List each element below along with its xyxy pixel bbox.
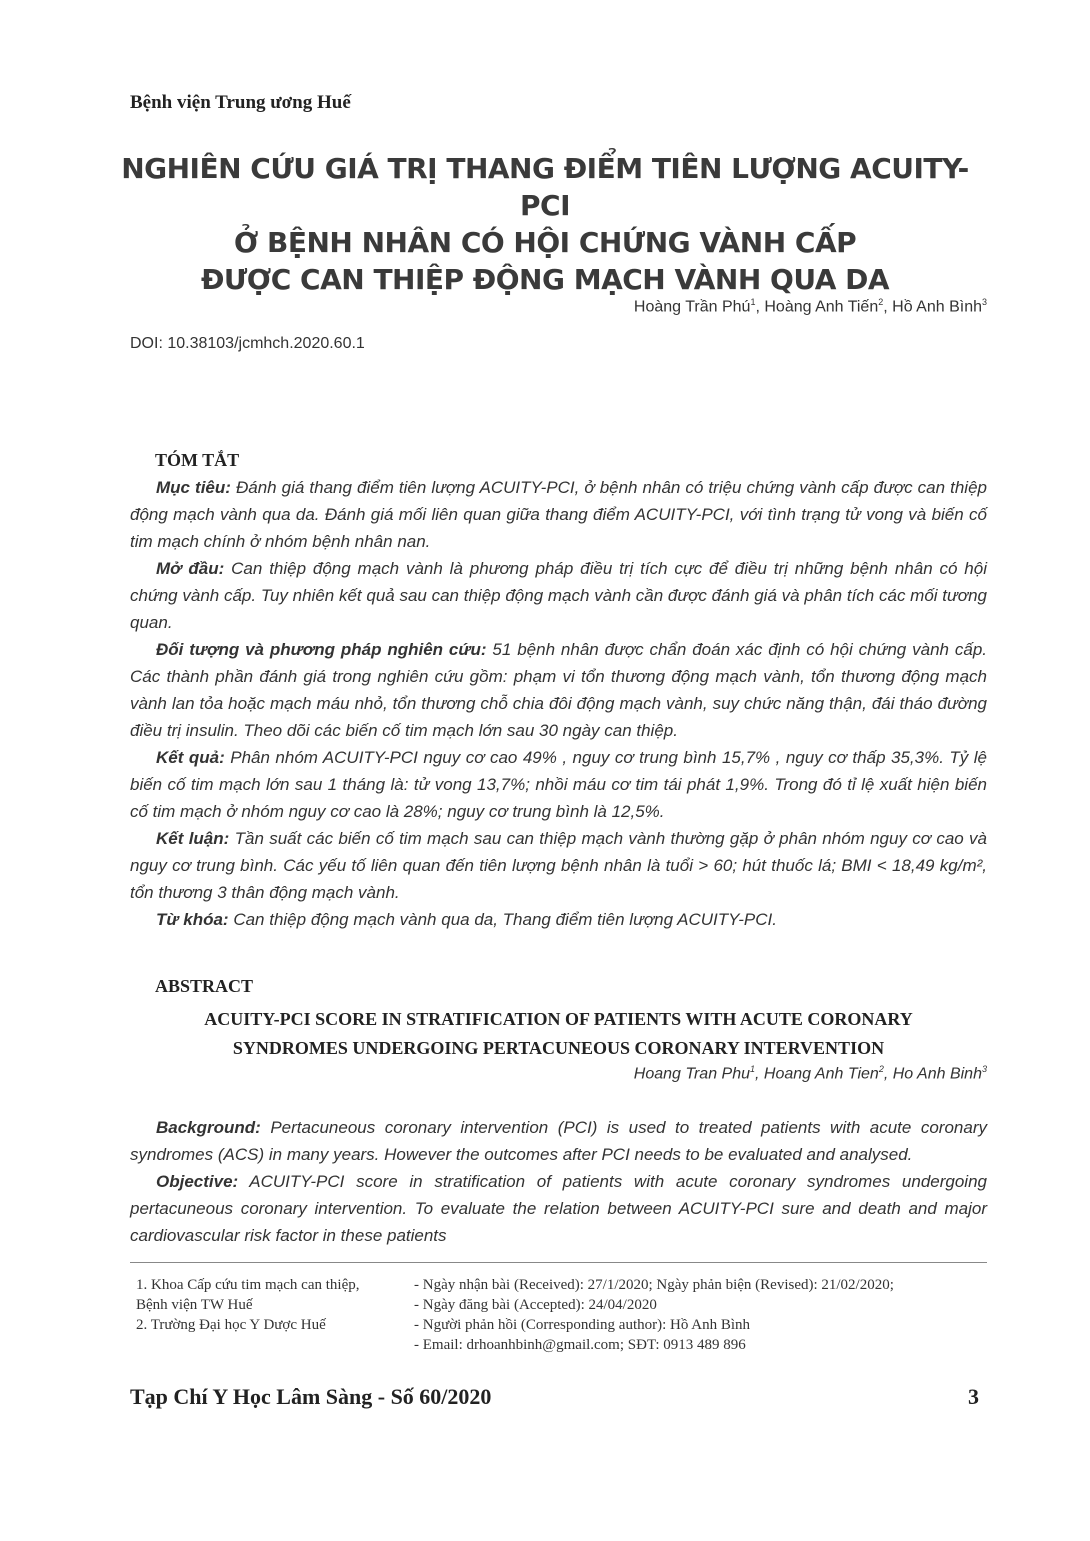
summary-paragraph — [130, 825, 987, 906]
paragraph-text: Can thiệp động mạch vành là phương pháp điều trị tích cực để điều trị những bệnh nhân có hội chứng vành cấp. Tuy nhiên kết quả sau can thiệp động mạch vành cần được đánh giá và phân tích các mối tương quan. — [130, 559, 987, 632]
author: Hoàng Trần Phú — [633, 298, 751, 316]
summary-body — [130, 474, 987, 933]
abstract-paragraph — [130, 1114, 987, 1168]
title-line: NGHIÊN CỨU GIÁ TRỊ THANG ĐIỂM TIÊN LƯỢNG ACUITY-PCI — [121, 152, 969, 222]
paragraph-label: Kết luận: — [156, 829, 230, 848]
paragraph-text: Đánh giá thang điểm tiên lượng ACUITY-PCI, ở bệnh nhân có triệu chứng vành cấp được can thiệp động mạch vành qua da. Đánh giá mối liên quan giữa thang điểm ACUITY-PCI, với tình trạng tử vong và biến cố tim mạch chính ở nhóm bệnh nhân nan. — [130, 478, 987, 551]
article-title — [100, 150, 990, 298]
paragraph-label: Mở đầu: — [156, 559, 225, 578]
article-dates — [414, 1275, 894, 1355]
paragraph-text: 51 bệnh nhân được chẩn đoán xác định có hội chứng vành cấp. Các thành phần đánh giá trong nghiên cứu gồm: phạm vi tổn thương động mạch vành, tổn thương động mạch vành lan tỏa hoặc mạch máu nhỏ, tổn thương chỗ chia đôi động mạch vành, suy chức năng thận, đái tháo đường điều trị insulin. Theo dõi các biến cố tim mạch lớn sau 30 ngày can thiệp. — [130, 640, 988, 740]
author: Hồ Anh Bình — [892, 298, 982, 316]
paragraph-label: Từ khóa: — [156, 910, 229, 929]
footnote-line: - Email: drhoanhbinh@gmail.com; SĐT: 0913 489 896 — [414, 1337, 746, 1353]
page-number: 3 — [968, 1384, 979, 1409]
abstract-body — [130, 1114, 987, 1249]
footnote-line: - Ngày nhận bài (Received): 27/1/2020; Ngày phản biện (Revised): 21/02/2020; — [414, 1277, 894, 1293]
paragraph-text: Pertacuneous coronary intervention (PCI) is used to treated patients with acute coronary syndromes (ACS) in many years. However the outcomes after PCI needs to be evaluated and analysed. — [130, 1118, 987, 1164]
abstract-paragraph — [130, 1168, 987, 1249]
author: Hoang Tran Phu — [633, 1065, 751, 1083]
footnote-line: - Ngày đăng bài (Accepted): 24/04/2020 — [414, 1297, 657, 1313]
paragraph-text: Phân nhóm ACUITY-PCI nguy cơ cao 49% , nguy cơ trung bình 15,7% , nguy cơ thấp 35,3%. Tỷ lệ biến cố tim mạch lớn sau 1 tháng là: tử vong 13,7%; nhồi máu cơ tim tái phát 1,9%. Trong đó tỉ lệ xuất hiện biến cố tim mạch ở nhóm nguy cơ cao là 28%; nguy cơ trung bình là 12,5%. — [130, 748, 988, 821]
footnote-line: 2. Trường Đại học Y Dược Huế — [136, 1317, 326, 1333]
paragraph-label: Mục tiêu: — [156, 478, 231, 497]
title-line: ACUITY-PCI SCORE IN STRATIFICATION OF PATIENTS WITH ACUTE CORONARY — [204, 1009, 913, 1029]
affiliation-mark: 1 — [750, 297, 756, 307]
affiliation-mark: 3 — [981, 297, 987, 307]
abstract-authors: Hoang Tran Phu$^1$, Hoang Anh Tien$^2$, Ho Anh Binh$^3$ — [633, 1064, 987, 1083]
paragraph-text: Tần suất các biến cố tim mạch sau can thiệp mạch vành thường gặp ở phân nhóm nguy cơ cao và nguy cơ trung bình. Các yếu tố liên quan đến tiên lượng bệnh nhân là tuổi > 60; hút thuốc lá; BMI < 18,49 kg/m², tổn thương 3 thân động mạch vành. — [130, 829, 987, 902]
affiliations — [136, 1275, 359, 1335]
affiliation-mark: 2 — [878, 1064, 884, 1074]
affiliation-mark: 2 — [878, 297, 884, 307]
affiliation-mark: 1 — [750, 1064, 756, 1074]
doi[interactable]: DOI: 10.38103/jcmhch.2020.60.1 — [130, 335, 365, 352]
paragraph-label: Background: — [156, 1118, 261, 1137]
paragraph-text: ACUITY-PCI score in stratification of patients with acute coronary syndromes undergoing pertacuneous coronary intervention. To evaluate the relation between ACUITY-PCI sure and death and major cardiovascular risk factor in these patients — [130, 1172, 987, 1245]
title-line: SYNDROMES UNDERGOING PERTACUNEOUS CORONARY INTERVENTION — [232, 1038, 885, 1058]
author: Hoàng Anh Tiến — [764, 298, 879, 316]
footnote-line: Bệnh viện TW Huế — [136, 1297, 253, 1313]
paragraph-label: Objective: — [156, 1172, 239, 1191]
paragraph-label: Kết quả: — [156, 748, 225, 767]
abstract-title — [130, 1005, 987, 1063]
footnote-line: 1. Khoa Cấp cứu tim mạch can thiệp, — [136, 1277, 360, 1293]
affiliation-mark: 3 — [981, 1064, 987, 1074]
title-line: Ở BỆNH NHÂN CÓ HỘI CHỨNG VÀNH CẤP — [233, 226, 857, 259]
summary-paragraph — [130, 555, 987, 636]
journal-footer: Tạp Chí Y Học Lâm Sàng - Số 60/2020 — [130, 1384, 492, 1409]
author: Ho Anh Binh — [892, 1065, 982, 1083]
abstract-heading: ABSTRACT — [155, 976, 254, 996]
summary-paragraph — [130, 636, 987, 744]
summary-paragraph — [130, 474, 987, 555]
footnote-line: - Người phản hồi (Corresponding author): Hồ Anh Bình — [414, 1317, 751, 1333]
author-list: Hoàng Trần Phú$^1$, Hoàng Anh Tiến$^2$, Hồ Anh Bình$^3$ — [633, 297, 987, 316]
title-line: ĐƯỢC CAN THIỆP ĐỘNG MẠCH VÀNH QUA DA — [200, 263, 890, 296]
footnote-divider — [130, 1262, 987, 1263]
running-header: Bệnh viện Trung ương Huế — [130, 92, 351, 113]
paragraph-text: Can thiệp động mạch vành qua da, Thang điểm tiên lượng ACUITY-PCI. — [228, 910, 777, 929]
author: Hoang Anh Tien — [763, 1065, 879, 1083]
summary-paragraph — [130, 906, 987, 933]
paragraph-label: Đối tượng và phương pháp nghiên cứu: — [156, 640, 487, 659]
summary-heading: TÓM TẮT — [155, 450, 240, 470]
summary-paragraph — [130, 744, 987, 825]
